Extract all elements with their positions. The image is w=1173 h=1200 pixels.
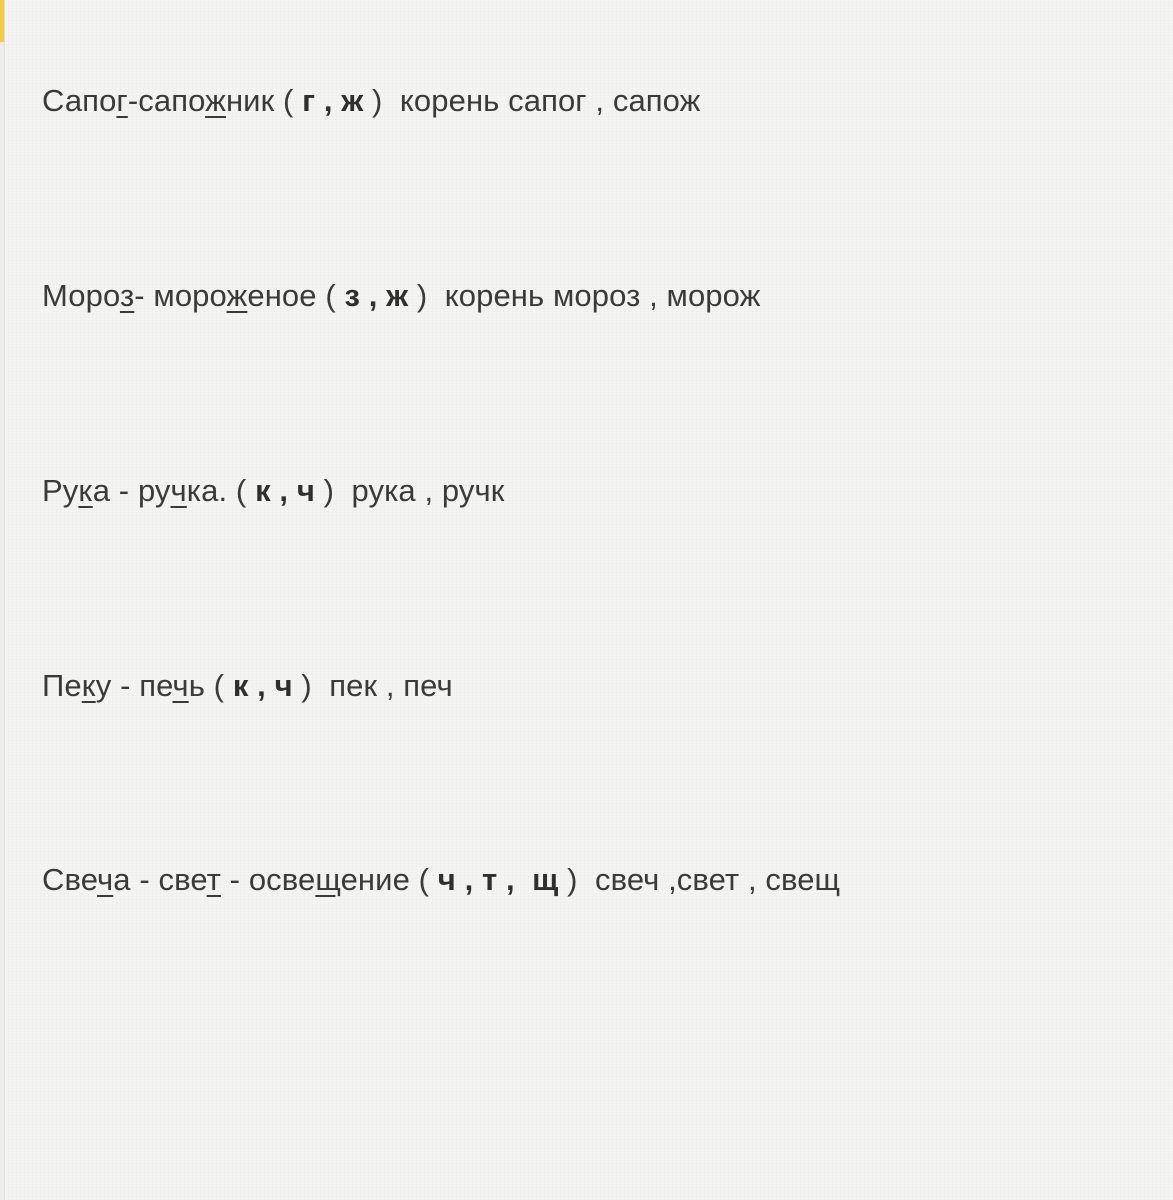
- alternating-letters: г , ж: [302, 83, 364, 118]
- paren-open: (: [409, 862, 438, 897]
- paren-close: ): [558, 862, 587, 897]
- root-text: свеч ,свет , свещ: [586, 862, 841, 897]
- word: у: [95, 668, 112, 703]
- separator: -: [111, 668, 140, 703]
- word: Ру: [42, 473, 79, 508]
- paren-close: ): [314, 473, 343, 508]
- root-text: пек , печ: [320, 668, 453, 703]
- page-left-edge: [0, 0, 5, 1200]
- word: а: [92, 473, 111, 508]
- separator: -: [110, 473, 138, 508]
- paren-open: (: [204, 668, 233, 703]
- word: ка.: [186, 473, 228, 508]
- underlined-letter: к: [78, 473, 93, 508]
- root-text: корень сапог , сапож: [391, 83, 701, 118]
- alternating-letters: к , ч: [255, 473, 315, 508]
- underlined-letter: ч: [97, 862, 114, 897]
- underlined-letter: ч: [170, 473, 187, 508]
- word: ру: [137, 473, 171, 508]
- word: пе: [139, 668, 173, 703]
- word: осве: [248, 862, 316, 897]
- note-tab-marker: [0, 0, 4, 42]
- note-line: [42, 81, 701, 121]
- underlined-letter: г: [116, 83, 128, 118]
- word: а: [113, 862, 131, 897]
- underlined-letter: щ: [315, 862, 341, 897]
- word: сапо: [138, 83, 206, 118]
- word: ь: [188, 668, 205, 703]
- underlined-letter: к: [81, 668, 96, 703]
- word: све: [158, 862, 207, 897]
- separator: -: [220, 862, 249, 897]
- word: ение: [340, 862, 410, 897]
- underlined-letter: ж: [226, 278, 248, 313]
- note-line: [42, 860, 840, 900]
- root-text: корень мороз , морож: [436, 278, 761, 313]
- word: моро: [153, 278, 227, 313]
- paren-open: (: [274, 83, 303, 118]
- underlined-letter: з: [119, 278, 135, 313]
- separator: -: [134, 278, 154, 313]
- word: Пе: [42, 668, 82, 703]
- paren-close: ): [408, 278, 437, 313]
- paren-open: (: [227, 473, 256, 508]
- underlined-letter: ж: [205, 83, 226, 118]
- word: Све: [42, 862, 98, 897]
- word: Сапо: [42, 83, 117, 118]
- underlined-letter: ч: [172, 668, 189, 703]
- paren-close: ): [292, 668, 321, 703]
- note-line: [42, 471, 504, 511]
- word: еное: [247, 278, 317, 313]
- paren-open: (: [316, 278, 345, 313]
- alternating-letters: з , ж: [344, 278, 409, 313]
- root-text: рука , ручк: [342, 473, 505, 508]
- note-line: [42, 666, 453, 706]
- separator: -: [130, 862, 159, 897]
- word: ник: [225, 83, 275, 118]
- alternating-letters: ч , т , щ: [437, 862, 559, 897]
- paren-close: ): [363, 83, 392, 118]
- word: Моро: [42, 278, 120, 313]
- alternating-letters: к , ч: [232, 668, 293, 703]
- separator: -: [127, 83, 139, 118]
- note-line: [42, 276, 760, 316]
- underlined-letter: т: [206, 862, 221, 897]
